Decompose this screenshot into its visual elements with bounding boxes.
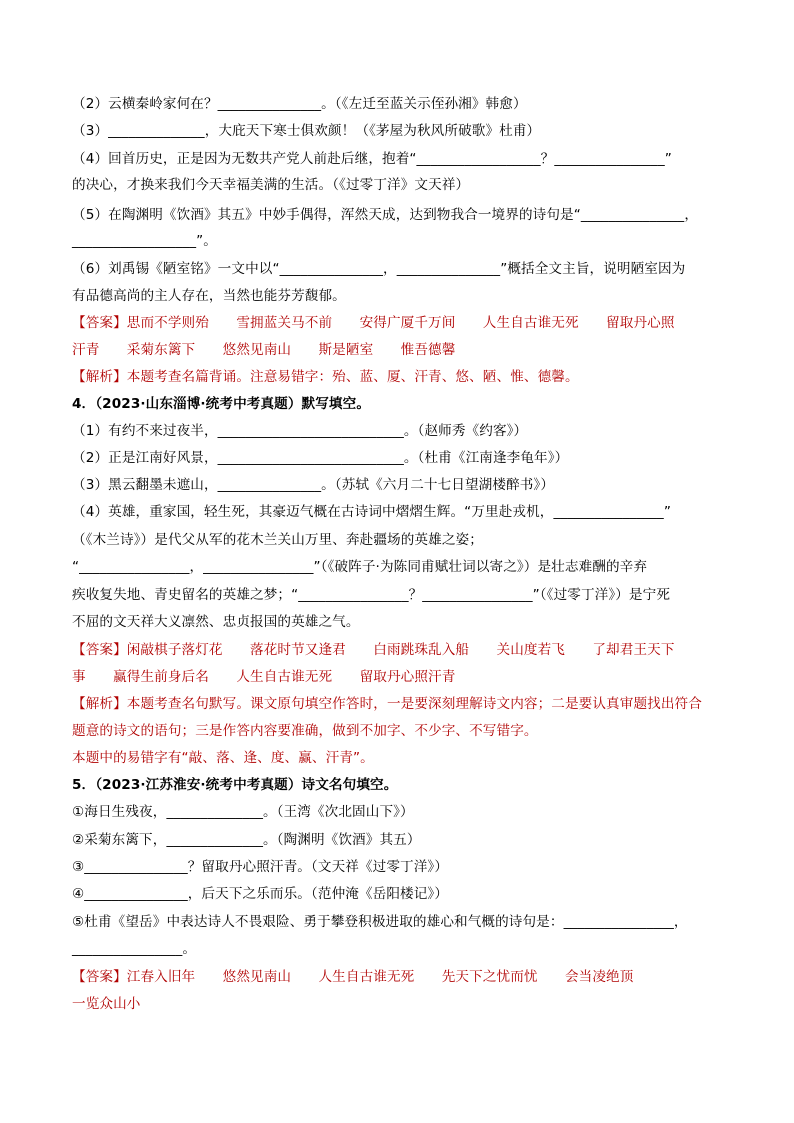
question-3-item-6-cont: 有品德高尚的主人存在，当然也能芬芳馥郁。 bbox=[72, 288, 346, 304]
question-4-answer: 【答案】闲敲棋子落灯花 落花时节又逢君 白雨跳珠乱入船 关山度若飞 了却君王天下 bbox=[72, 642, 675, 658]
question-3-item-4-cont: 的决心，才换来我们今天幸福美满的生活。（《过零丁洋》文天祥） bbox=[72, 177, 470, 193]
question-4-item-4-cont-1: （《木兰诗》）是代父从军的花木兰关山万里、奔赴疆场的英雄之姿； bbox=[72, 532, 483, 548]
question-4-item-4-cont-2: “________________，________________”（《破阵子·为陈同甫赋壮词以寄之》）是壮志难酬的辛弃 bbox=[72, 559, 648, 575]
question-3-answer: 【答案】思而不学则殆 雪拥蓝关马不前 安得广厦千万间 人生自古谁无死 留取丹心照 bbox=[72, 315, 675, 331]
question-5-item-3: ③_______________？留取丹心照汗青。（文天祥《过零丁洋》） bbox=[72, 859, 449, 875]
question-4-item-2: （2）正是江南好风景，___________________________。（杜甫《江南逢李龟年》） bbox=[72, 450, 569, 466]
question-5-answer-cont: 一览众山小 bbox=[72, 996, 141, 1012]
question-4-title: 4．（2023·山东淄博·统考中考真题）默写填空。 bbox=[72, 396, 371, 412]
question-4-analysis: 【解析】本题考查名句默写。课文原句填空作答时，一是要深刻理解诗文内容；二是要认真审题找出符合 bbox=[72, 696, 702, 712]
question-4-item-4-cont-4: 不屈的文天祥大义凛然、忠贞报国的英雄之气。 bbox=[72, 614, 360, 630]
question-4-item-3: （3）黑云翻墨未遮山，_______________。（苏轼《六月二十七日望湖楼醉书》） bbox=[72, 477, 555, 493]
question-3-item-4: （4）回首历史，正是因为无数共产党人前赴后继，抱着“__________________？________________” bbox=[72, 151, 672, 167]
question-3-item-5-cont: __________________”。 bbox=[72, 233, 217, 249]
question-3-item-2: （2）云横秦岭家何在？_______________。（《左迁至蓝关示侄孙湘》韩愈） bbox=[72, 96, 527, 112]
question-5-item-1: ①海日生残夜，______________。（王湾《次北固山下》） bbox=[72, 804, 414, 820]
question-5-item-4: ④_______________，后天下之乐而乐。（范仲淹《岳阳楼记》） bbox=[72, 886, 449, 902]
question-4-analysis-cont: 题意的诗文的语句；三是作答内容要准确，做到不加字、不少字、不写错字。 bbox=[72, 723, 538, 739]
question-3-analysis: 【解析】本题考查名篇背诵。注意易错字：殆、蓝、厦、汗青、悠、陋、惟、德馨。 bbox=[72, 369, 579, 385]
question-4-analysis-cont-2: 本题中的易错字有“敲、落、逢、度、赢、汗青”。 bbox=[72, 750, 374, 766]
question-4-item-4: （4）英雄，重家国，轻生死，其豪迈气概在古诗词中熠熠生辉。“万里赴戎机，________________” bbox=[72, 504, 671, 520]
question-4-item-1: （1）有约不来过夜半，___________________________。（赵师秀《约客》） bbox=[72, 423, 528, 439]
question-5-item-2: ②采菊东篱下，______________。（陶渊明《饮酒》其五） bbox=[72, 832, 421, 848]
question-3-answer-cont: 汗青 采菊东篱下 悠然见南山 斯是陋室 惟吾德馨 bbox=[72, 342, 456, 358]
question-5-item-5: ⑤杜甫《望岳》中表达诗人不畏艰险、勇于攀登积极进取的雄心和气概的诗句是：________________， bbox=[72, 914, 688, 930]
question-4-answer-cont: 事 赢得生前身后名 人生自古谁无死 留取丹心照汗青 bbox=[72, 669, 456, 685]
question-3-item-3: （3）______________，大庇天下寒士俱欢颜！（《茅屋为秋风所破歌》杜甫） bbox=[72, 123, 541, 139]
question-5-title: 5．（2023·江苏淮安·统考中考真题）诗文名句填空。 bbox=[72, 777, 398, 793]
question-5-item-5-cont: ________________。 bbox=[72, 941, 197, 957]
question-5-answer: 【答案】江春入旧年 悠然见南山 人生自古谁无死 先天下之忧而忧 会当凌绝顶 bbox=[72, 969, 634, 985]
question-3-item-5: （5）在陶渊明《饮酒》其五》中妙手偶得，浑然天成，达到物我合一境界的诗句是“_______________， bbox=[72, 207, 699, 223]
question-4-item-4-cont-3: 疾收复失地、青史留名的英雄之梦；“________________？________________”（《过零丁洋》）是宁死 bbox=[72, 587, 671, 603]
question-3-item-6: （6）刘禹锡《陋室铭》一文中以“_______________，_______________”概括全文主旨，说明陋室因为 bbox=[72, 261, 686, 277]
